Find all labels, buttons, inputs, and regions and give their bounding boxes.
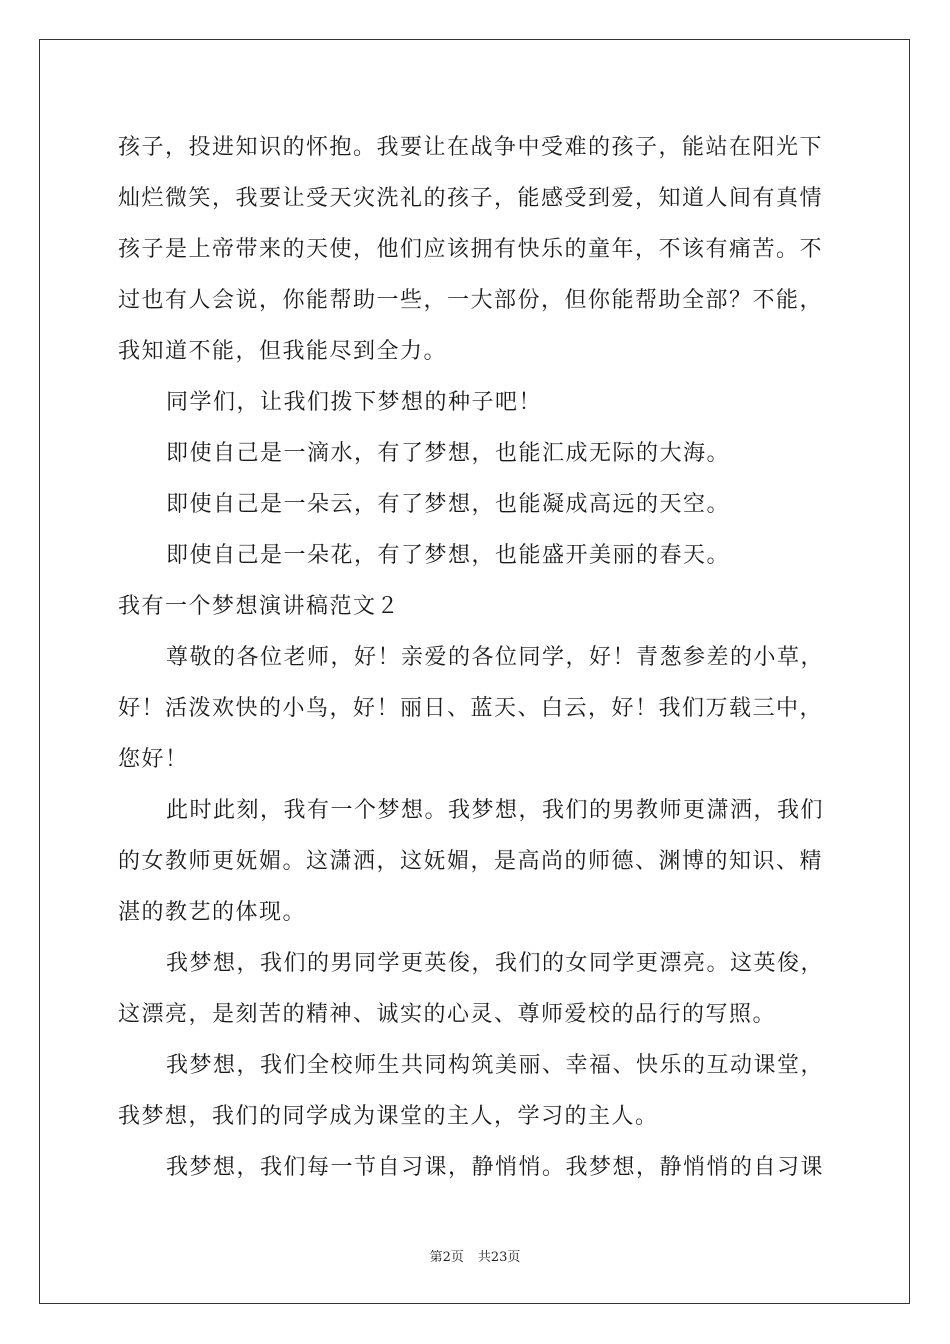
- paragraph-line: 我梦想，我们每一节自习课，静悄悄。我梦想，静悄悄的自习课: [166, 1155, 825, 1180]
- paragraph-line: 我梦想，我们全校师生共同构筑美丽、幸福、快乐的互动课堂，: [166, 1053, 825, 1078]
- paragraph-line: 即使自己是一朵花，有了梦想，也能盛开美丽的春天。: [166, 543, 731, 568]
- section-heading: 我有一个梦想演讲稿范文２: [118, 594, 401, 619]
- text-line: 孩子是上帝带来的天使，他们应该拥有快乐的童年，不该有痛苦。不: [118, 237, 824, 262]
- text-line: 我知道不能，但我能尽到全力。: [118, 339, 448, 364]
- text-line: 好！活泼欢快的小鸟，好！丽日、蓝天、白云，好！我们万载三中，: [118, 696, 824, 721]
- text-line: 灿烂微笑，我要让受天灾洗礼的孩子，能感受到爱，知道人间有真情: [118, 186, 824, 211]
- text-line: 孩子，投进知识的怀抱。我要让在战争中受难的孩子，能站在阳光下: [118, 135, 824, 160]
- paragraph-line: 此时此刻，我有一个梦想。我梦想，我们的男教师更潇洒，我们: [166, 798, 825, 823]
- text-line: 您好！: [118, 747, 189, 772]
- document-body: [118, 122, 834, 1193]
- page-number: 第2页: [429, 1250, 464, 1265]
- paragraph-line: 尊敬的各位老师，好！亲爱的各位同学，好！青葱参差的小草，: [166, 645, 825, 670]
- page-footer: [0, 1246, 950, 1265]
- paragraph-line: 同学们，让我们拨下梦想的种子吧！: [166, 390, 543, 415]
- paragraph-line: 我梦想，我们的男同学更英俊，我们的女同学更漂亮。这英俊，: [166, 951, 825, 976]
- paragraph-line: 即使自己是一滴水，有了梦想，也能汇成无际的大海。: [166, 441, 731, 466]
- text-line: 湛的教艺的体现。: [118, 900, 307, 925]
- page-total: 共23页: [477, 1250, 521, 1265]
- text-line: 这漂亮，是刻苦的精神、诚实的心灵、尊师爱校的品行的写照。: [118, 1002, 777, 1027]
- text-line: 过也有人会说，你能帮助一些，一大部份，但你能帮助全部？不能，: [118, 288, 824, 313]
- text-line: 我梦想，我们的同学成为课堂的主人，学习的主人。: [118, 1104, 659, 1129]
- text-line: 的女教师更妩媚。这潇洒，这妩媚，是高尚的师德、渊博的知识、精: [118, 849, 824, 874]
- paragraph-line: 即使自己是一朵云，有了梦想，也能凝成高远的天空。: [166, 492, 731, 517]
